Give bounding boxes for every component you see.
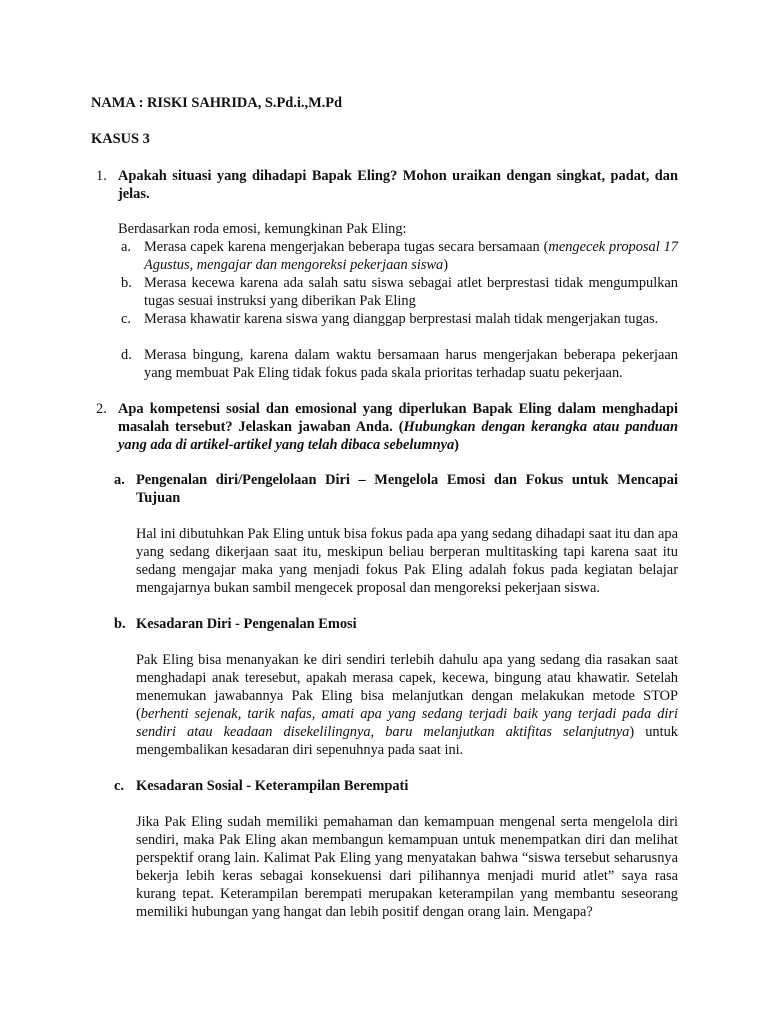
q2-section-c-body: Jika Pak Eling sudah memiliki pemahaman dan kemampuan mengenal serta mengelola diri sendiri, maka Pak Eling akan membangun kemampuan untuk menempatkan diri dan melihat perspektif orang lain. Kalimat Pak Eling yang menyatakan bahwa “siswa tersebut seharusnya bekerja lebih keras sebagai konsekuensi dari pilihannya menjadi murid atlet” saya rasa kurang tepat. Keterampilan berempati merupakan keterampilan yang membantu seseorang memiliki hubungan yang hangat dan lebih positif dengan orang lain. Mengapa? bbox=[136, 814, 678, 920]
q2-section-b-letter: b. bbox=[114, 616, 126, 632]
q1-item-d: Merasa bingung, karena dalam waktu bersamaan harus mengerjakan beberapa pekerjaan yang membuat Pak Eling tidak fokus pada skala prioritas terhadap suatu pekerjaan. bbox=[144, 347, 678, 381]
q1-item-c-letter: c. bbox=[121, 311, 131, 327]
q1-question: Apakah situasi yang dihadapi Bapak Eling? Mohon uraikan dengan singkat, padat, dan jelas. bbox=[118, 168, 678, 202]
q2-number: 2. bbox=[96, 401, 107, 417]
q1-item-c: Merasa khawatir karena siswa yang dianggap berprestasi malah tidak mengerjakan tugas. bbox=[144, 311, 659, 327]
q2-section-b-heading: Kesadaran Diri - Pengenalan Emosi bbox=[136, 616, 357, 632]
q1-item-b: Merasa kecewa karena ada salah satu siswa sebagai atlet berprestasi tidak mengumpulkan tugas sesuai instruksi yang diberikan Pak Eling bbox=[144, 275, 678, 309]
q2-section-c-letter: c. bbox=[114, 778, 124, 794]
q2-section-b-body: Pak Eling bisa menanyakan ke diri sendiri terlebih dahulu apa yang sedang dia rasakan saat menghadapi anak teresebut, apakah merasa capek, kecewa, bingung atau khawatir. Setelah menemukan jawabannya Pak Eling bisa melanjutkan dengan melakukan metode STOP (berhenti sejenak, tarik nafas, amati apa yang sedang terjadi baik yang terjadi pada diri sendiri atau keadaan disekelilingnya, baru melanjutkan aktifitas selanjutnya) untuk mengembalikan kesadaran diri sepenuhnya pada saat ini. bbox=[136, 652, 679, 758]
q2-section-a-letter: a. bbox=[114, 472, 125, 488]
q2-question: Apa kompetensi sosial dan emosional yang diperlukan Bapak Eling dalam menghadapi masalah tersebut? Jelaskan jawaban Anda. (Hubungkan dengan kerangka atau panduan yang ada di artikel-artikel yang telah dibaca sebelumnya) bbox=[118, 401, 678, 453]
q1-item-b-letter: b. bbox=[121, 275, 132, 291]
q1-item-d-letter: d. bbox=[121, 347, 132, 363]
q1-intro: Berdasarkan roda emosi, kemungkinan Pak Eling: bbox=[118, 221, 407, 237]
q1-item-a-letter: a. bbox=[121, 239, 131, 255]
q2-section-a-heading: Pengenalan diri/Pengelolaan Diri – Mengelola Emosi dan Fokus untuk Mencapai Tujuan bbox=[136, 472, 678, 506]
q2-section-c-heading: Kesadaran Sosial - Keterampilan Berempati bbox=[136, 778, 409, 794]
case-title: KASUS 3 bbox=[91, 131, 150, 147]
q1-number: 1. bbox=[96, 168, 107, 184]
q2-section-a-body: Hal ini dibutuhkan Pak Eling untuk bisa fokus pada apa yang sedang dihadapi saat itu dan apa yang sedang dikerjaan saat itu, meskipun beliau berperan multitasking tapi karena saat itu sedang mengajar maka yang menjadi fokus Pak Eling adalah fokus pada kegiatan belajar mengajarnya bukan sambil mengecek proposal dan mengoreksi pekerjaan siswa. bbox=[136, 526, 678, 596]
q1-item-a: Merasa capek karena mengerjakan beberapa tugas secara bersamaan (mengecek proposal 17 Agustus, mengajar dan mengoreksi pekerjaan siswa) bbox=[144, 239, 678, 273]
name-line: NAMA : RISKI SAHRIDA, S.Pd.i.,M.Pd bbox=[91, 95, 343, 111]
